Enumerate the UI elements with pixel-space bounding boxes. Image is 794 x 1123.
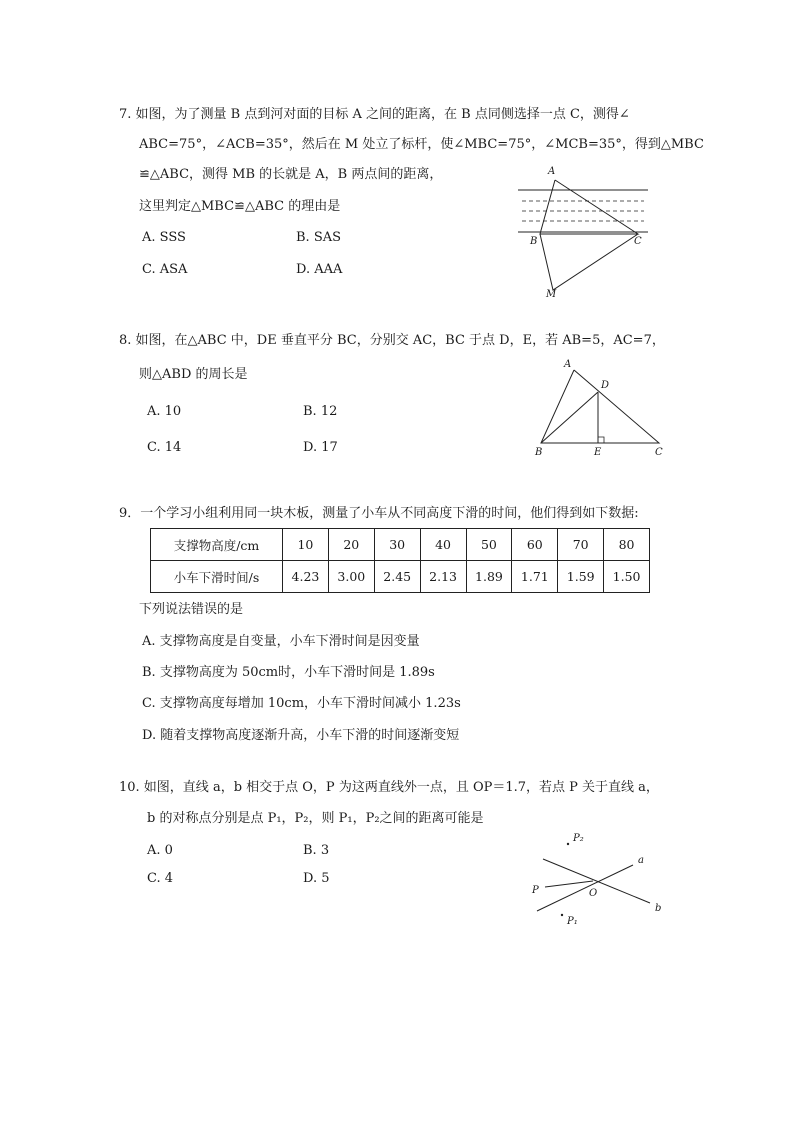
table-cell: 20 [328,529,374,561]
label-m: M [546,289,557,300]
table-cell: 2.13 [420,561,466,593]
q8-option-d: D. 17 [303,440,338,455]
table-cell: 1.59 [558,561,604,593]
label-b: b [655,903,662,914]
q7-option-c: C. ASA [142,262,188,277]
q10-option-d: D. 5 [303,871,330,886]
q7-line4: 这里判定△MBC≌△ABC 的理由是 [139,199,341,214]
table-cell: 80 [604,529,650,561]
q8-option-c: C. 14 [147,440,182,455]
q9-option-a: A. 支撑物高度是自变量，小车下滑时间是因变量 [142,634,420,649]
q10-option-a: A. 0 [147,843,173,858]
table-cell: 50 [466,529,512,561]
q8-triangle-figure [528,352,668,462]
q9-option-c: C. 支撑物高度每增加 10cm，小车下滑时间减小 1.23s [142,696,461,711]
q8-option-a: A. 10 [147,404,182,419]
triangle-abc [541,370,659,443]
q10-lines-figure [525,825,675,935]
q9-option-b: B. 支撑物高度为 50cm时，小车下滑时间是 1.89s [142,665,435,680]
q9-data-table [150,528,650,593]
segment-op [545,881,593,887]
line-a [537,865,633,911]
label-p1: P₁ [567,916,578,927]
table-row-height [151,529,650,561]
label-b: B [530,236,538,247]
table-cell: 10 [283,529,329,561]
point-p1 [561,914,563,916]
q7-line2: ABC=75°，∠ACB=35°，然后在 M 处立了标杆，使∠MBC=75°，∠MCB=35°，得到△MBC [139,137,704,152]
q7-option-a: A. SSS [142,230,186,245]
q10-line1: 10. 如图，直线 a，b 相交于点 O，P 为这两直线外一点，且 OP＝1.7，若点 P 关于直线 a， [119,780,659,795]
point-p2 [567,843,569,845]
q9-option-d: D. 随着支撑物高度逐渐升高，小车下滑的时间逐渐变短 [142,728,460,743]
label-a: A [564,359,572,370]
label-c: C [655,447,663,458]
label-o: O [589,888,598,899]
q8-option-b: B. 12 [303,404,338,419]
q7-line3: ≌△ABC，测得 MB 的长就是 A，B 两点间的距离， [139,167,443,182]
label-d: D [601,380,610,391]
q10-option-c: C. 4 [147,871,174,886]
label-e: E [594,447,602,458]
q7-line1: 7. 如图，为了测量 B 点到河对面的目标 A 之间的距离，在 B 点同侧选择一点 C，测得∠ [119,107,630,122]
table-cell: 4.23 [283,561,329,593]
label-p2: P₂ [573,833,584,844]
label-a: a [638,855,644,866]
table-cell: 1.71 [512,561,558,593]
q9-line1: 9．一个学习小组利用同一块木板，测量了小车从不同高度下滑的时间，他们得到如下数据: [119,506,639,521]
table-cell: 60 [512,529,558,561]
q7-option-b: B. SAS [296,230,342,245]
q9-prompt: 下列说法错误的是 [139,602,244,617]
label-c: C [634,236,642,247]
label-a: A [548,166,556,177]
table-cell: 30 [374,529,420,561]
q8-line1: 8. 如图，在△ABC 中，DE 垂直平分 BC，分别交 AC，BC 于点 D，E，若 AB=5，AC=7， [119,333,665,348]
q7-option-d: D. AAA [296,262,343,277]
right-angle-mark [598,437,604,443]
q8-line2: 则△ABD 的周长是 [139,367,248,382]
triangle-mbc [540,234,638,290]
label-p: P [532,885,539,896]
q10-option-b: B. 3 [303,843,330,858]
row-label-height: 支撑物高度/cm [151,529,283,561]
table-cell: 40 [420,529,466,561]
segment-bd [541,392,598,443]
row-label-time: 小车下滑时间/s [151,561,283,593]
label-b: B [535,447,543,458]
triangle-abc [540,180,638,234]
q10-line2: b 的对称点分别是点 P₁，P₂，则 P₁，P₂之间的距离可能是 [147,811,484,826]
table-cell: 70 [558,529,604,561]
q7-river-triangle-figure [510,160,660,305]
table-row-time [151,561,650,593]
table-cell: 2.45 [374,561,420,593]
table-cell: 3.00 [328,561,374,593]
table-cell: 1.89 [466,561,512,593]
table-cell: 1.50 [604,561,650,593]
